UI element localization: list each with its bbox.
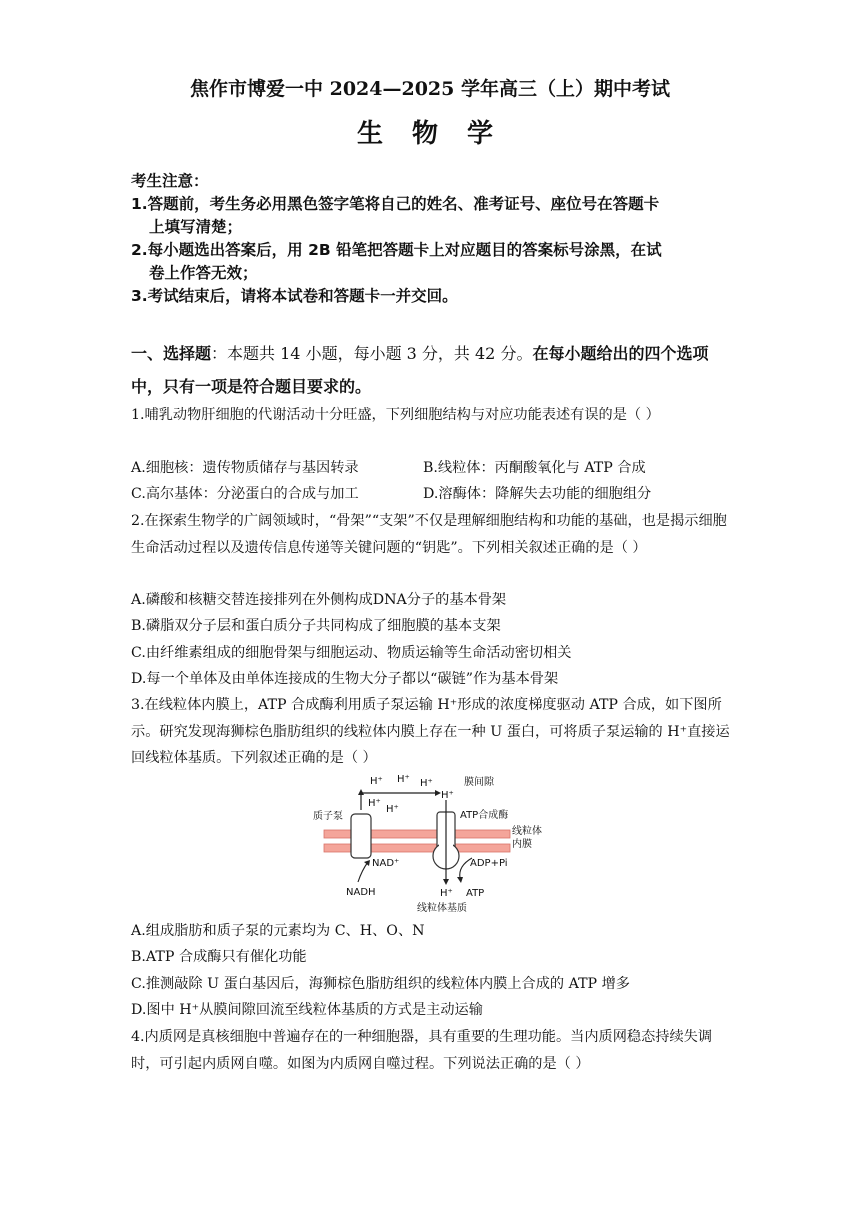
notice-item-2 [131, 239, 741, 285]
h-plus-label-6: H⁺ [441, 790, 454, 801]
question-3-option-d: D.图中 H⁺从膜间隙回流至线粒体基质的方式是主动运输 [131, 1002, 483, 1018]
inner-membrane-label-line-2: 内膜 [512, 839, 532, 850]
h-plus-label-2: H⁺ [397, 774, 410, 785]
exam-title: 焦作市博爱一中 2024—2025 学年高三（上）期中考试 [190, 78, 670, 100]
question-2-stem: 2.在探索生物学的广阔领域时，“骨架”“支架”不仅是理解细胞结构和功能的基础，也是揭示细胞生命活动过程以及遗传信息传递等关键问题的“钥匙”。下列相关叙述正确的是（ ） [131, 513, 727, 556]
question-3-option-c: C.推测敲除 U 蛋白基因后，海狮棕色脂肪组织的线粒体内膜上合成的 ATP 增多 [131, 976, 630, 992]
atp-label: ATP [466, 888, 485, 899]
question-1-option-b: B.线粒体：丙酮酸氧化与 ATP 合成 [423, 460, 646, 476]
mitochondria-membrane-diagram [310, 774, 560, 914]
adp-pi-label: ADP+Pi [470, 858, 508, 869]
question-1-option-d: D.溶酶体：降解失去功能的细胞组分 [423, 486, 652, 502]
pump-up-arrowhead [358, 789, 364, 795]
nadh-label: NADH [346, 887, 376, 898]
proton-pump-label: 质子泵 [313, 811, 343, 822]
atp-arrowhead [457, 877, 463, 883]
h-plus-label-3: H⁺ [420, 778, 433, 789]
notice-item-3: 3.考试结束后，请将本试卷和答题卡一并交回。 [131, 287, 458, 305]
section-colon: ： [211, 344, 228, 363]
inner-membrane-label-line-1: 线粒体 [512, 826, 542, 837]
question-1-option-c: C.高尔基体：分泌蛋白的合成与加工 [131, 486, 359, 502]
synthase-down-arrowhead [443, 879, 449, 885]
intermembrane-space-label: 膜间隙 [464, 777, 494, 788]
nadh-arrow [358, 862, 368, 882]
atp-synthase-label: ATP合成酶 [460, 810, 509, 821]
nad-plus-label: NAD⁺ [372, 858, 400, 869]
nadh-arrowhead [364, 860, 370, 866]
section-rest: 本题共 14 小题，每小题 3 分，共 42 分。 [227, 344, 533, 363]
question-1-option-a: A.细胞核：遗传物质储存与基因转录 [131, 460, 359, 476]
section-requirement: 在每小题给出的四个选项中，只有一项是符合题目要求的。 [131, 344, 709, 396]
question-3-option-a: A.组成脂肪和质子泵的元素均为 C、H、O、N [131, 923, 425, 939]
section-heading [131, 337, 731, 403]
proton-pump-shape [351, 814, 371, 858]
notice-item-2-line-2: 卷上作答无效； [149, 264, 258, 282]
question-2-option-a: A.磷酸和核糖交替连接排列在外侧构成DNA分子的基本骨架 [131, 592, 507, 608]
notice-item-1-line-1: 1.答题前，考生务必用黑色签字笔将自己的姓名、准考证号、座位号在答题卡 [131, 195, 660, 213]
section-lead: 一、选择题 [131, 344, 212, 363]
question-1-stem: 1.哺乳动物肝细胞的代谢活动十分旺盛，下列细胞结构与对应功能表述有误的是（ ） [131, 407, 660, 423]
notice-item-2-line-1: 2.每小题选出答案后，用 2B 铅笔把答题卡上对应题目的答案标号涂黑，在试 [131, 241, 662, 259]
notice-item-1-line-2: 上填写清楚； [149, 218, 243, 236]
h-plus-label-7: H⁺ [440, 888, 453, 899]
question-3-option-b: B.ATP 合成酶只有催化功能 [131, 949, 307, 965]
matrix-label: 线粒体基质 [417, 903, 467, 914]
question-2-option-c: C.由纤维素组成的细胞骨架与细胞运动、物质运输等生命活动密切相关 [131, 645, 572, 661]
question-4-stem: 4.内质网是真核细胞中普遍存在的一种细胞器，具有重要的生理功能。当内质网稳态持续失调时，可引起内质网自噬。如图为内质网自噬过程。下列说法正确的是（ ） [131, 1029, 713, 1072]
question-3-stem: 3.在线粒体内膜上，ATP 合成酶利用质子泵运输 H⁺形成的浓度梯度驱动 ATP 合成，如下图所示。研究发现海狮棕色脂肪组织的线粒体内膜上存在一种 U 蛋白，可将质子泵运输的 H⁺直接运回线粒体基质。下列叙述正确的是（ ） [131, 697, 730, 766]
notice-heading: 考生注意： [131, 172, 209, 190]
subject-title: 生 物 学 [356, 119, 504, 149]
notice-item-1 [131, 193, 741, 239]
question-2-option-d: D.每一个单体及由单体连接成的生物大分子都以“碳链”作为基本骨架 [131, 671, 559, 687]
question-2-option-b: B.磷脂双分子层和蛋白质分子共同构成了细胞膜的基本支架 [131, 618, 501, 634]
h-plus-label-4: H⁺ [368, 798, 381, 809]
h-plus-label-1: H⁺ [370, 776, 383, 787]
h-plus-label-5: H⁺ [386, 804, 399, 815]
notice-block [131, 170, 741, 308]
